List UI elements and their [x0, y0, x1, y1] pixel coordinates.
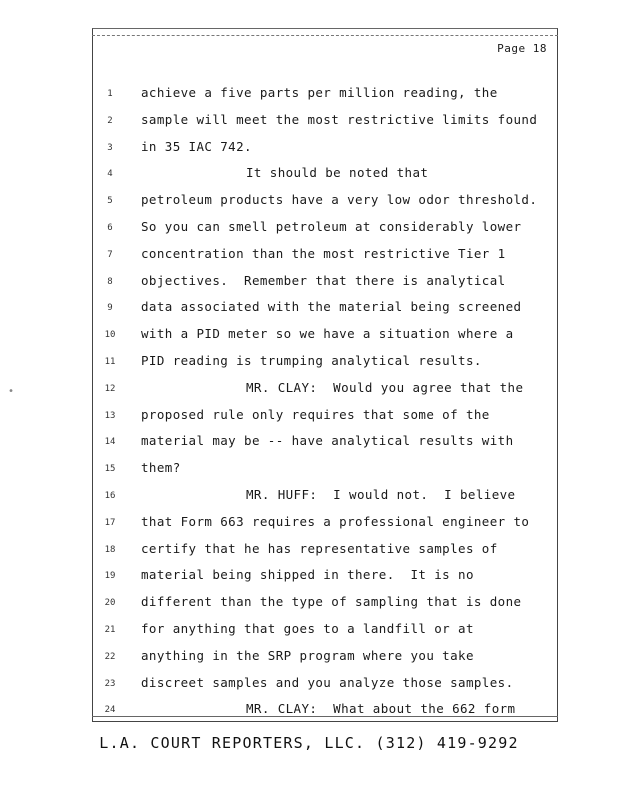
line-text: sample will meet the most restrictive limits found — [141, 111, 538, 127]
transcript-line — [93, 299, 557, 319]
line-number: 2 — [107, 115, 113, 126]
line-text: for anything that goes to a landfill or at — [141, 621, 474, 636]
line-text: that Form 663 requires a professional engineer to — [141, 513, 530, 529]
line-text: certify that he has representative samples of — [141, 540, 498, 556]
line-text: So you can smell petroleum at considerably lower — [141, 219, 522, 234]
transcript-line — [93, 460, 557, 480]
line-number: 14 — [104, 437, 116, 448]
line-text: data associated with the material being screened — [141, 299, 522, 315]
margin-mark: • — [8, 386, 15, 397]
line-number: 17 — [104, 517, 116, 528]
line-text: MR. CLAY: Would you agree that the — [246, 379, 524, 395]
page-number: Page 18 — [497, 42, 547, 55]
transcript-line — [93, 541, 557, 561]
line-number: 18 — [104, 544, 116, 555]
line-number: 12 — [104, 383, 116, 394]
transcript-line — [93, 85, 557, 105]
line-number: 19 — [104, 571, 116, 582]
transcript-line — [93, 380, 557, 400]
transcript-line — [93, 246, 557, 266]
line-number: 1 — [107, 89, 113, 99]
line-number: 21 — [104, 625, 116, 635]
transcript-line — [93, 407, 557, 427]
transcript-line — [93, 514, 557, 534]
line-text: material being shipped in there. It is no — [141, 567, 474, 583]
line-number: 22 — [104, 651, 116, 662]
line-number: 23 — [104, 678, 116, 689]
line-number: 24 — [104, 705, 116, 716]
line-number: 5 — [107, 196, 113, 207]
line-number: 4 — [107, 169, 113, 180]
transcript-line — [93, 648, 557, 668]
transcript-line — [93, 353, 557, 373]
line-text: achieve a five parts per million reading, the — [141, 85, 498, 100]
transcript-line — [93, 219, 557, 239]
transcript-line — [93, 433, 557, 453]
line-number: 16 — [104, 491, 116, 501]
transcript-line — [93, 675, 557, 695]
line-number: 15 — [104, 464, 116, 475]
line-text: PID reading is trumping analytical results. — [141, 353, 482, 368]
transcript-line — [93, 139, 557, 159]
transcript-line — [93, 487, 557, 507]
line-text: It should be noted that — [246, 165, 429, 181]
line-text: in 35 IAC 742. — [141, 138, 252, 154]
line-number: 20 — [104, 598, 116, 609]
line-text: different than the type of sampling that is done — [141, 594, 522, 610]
line-number: 6 — [107, 223, 113, 233]
line-number: 9 — [107, 303, 113, 314]
line-text: discreet samples and you analyze those samples. — [141, 674, 514, 690]
line-text: proposed rule only requires that some of the — [141, 406, 490, 422]
line-text: anything in the SRP program where you take — [141, 647, 474, 663]
transcript-line — [93, 273, 557, 293]
transcript-line — [93, 192, 557, 212]
line-number: 8 — [107, 276, 113, 287]
line-text: petroleum products have a very low odor threshold. — [141, 192, 538, 208]
transcript-line — [93, 701, 557, 721]
line-text: MR. CLAY: What about the 662 form — [246, 701, 516, 717]
line-number: 7 — [107, 249, 113, 260]
transcript-page — [92, 28, 558, 722]
transcript-line — [93, 326, 557, 346]
line-text: material may be -- have analytical results with — [141, 433, 514, 449]
line-text: concentration than the most restrictive Tier 1 — [141, 245, 506, 261]
footer-reporter: L.A. COURT REPORTERS, LLC. (312) 419-9292 — [99, 734, 519, 752]
transcript-line — [93, 594, 557, 614]
line-number: 11 — [104, 357, 116, 367]
transcript-line — [93, 567, 557, 587]
line-text: MR. HUFF: I would not. I believe — [246, 487, 516, 502]
line-text: with a PID meter so we have a situation where a — [141, 326, 514, 342]
line-number: 3 — [107, 142, 113, 153]
line-number: 10 — [104, 330, 116, 341]
transcript-line — [93, 621, 557, 641]
line-text: them? — [141, 460, 181, 476]
line-number: 13 — [104, 410, 116, 421]
transcript-line — [93, 112, 557, 132]
transcript-line — [93, 165, 557, 185]
line-text: objectives. Remember that there is analytical — [141, 272, 506, 288]
